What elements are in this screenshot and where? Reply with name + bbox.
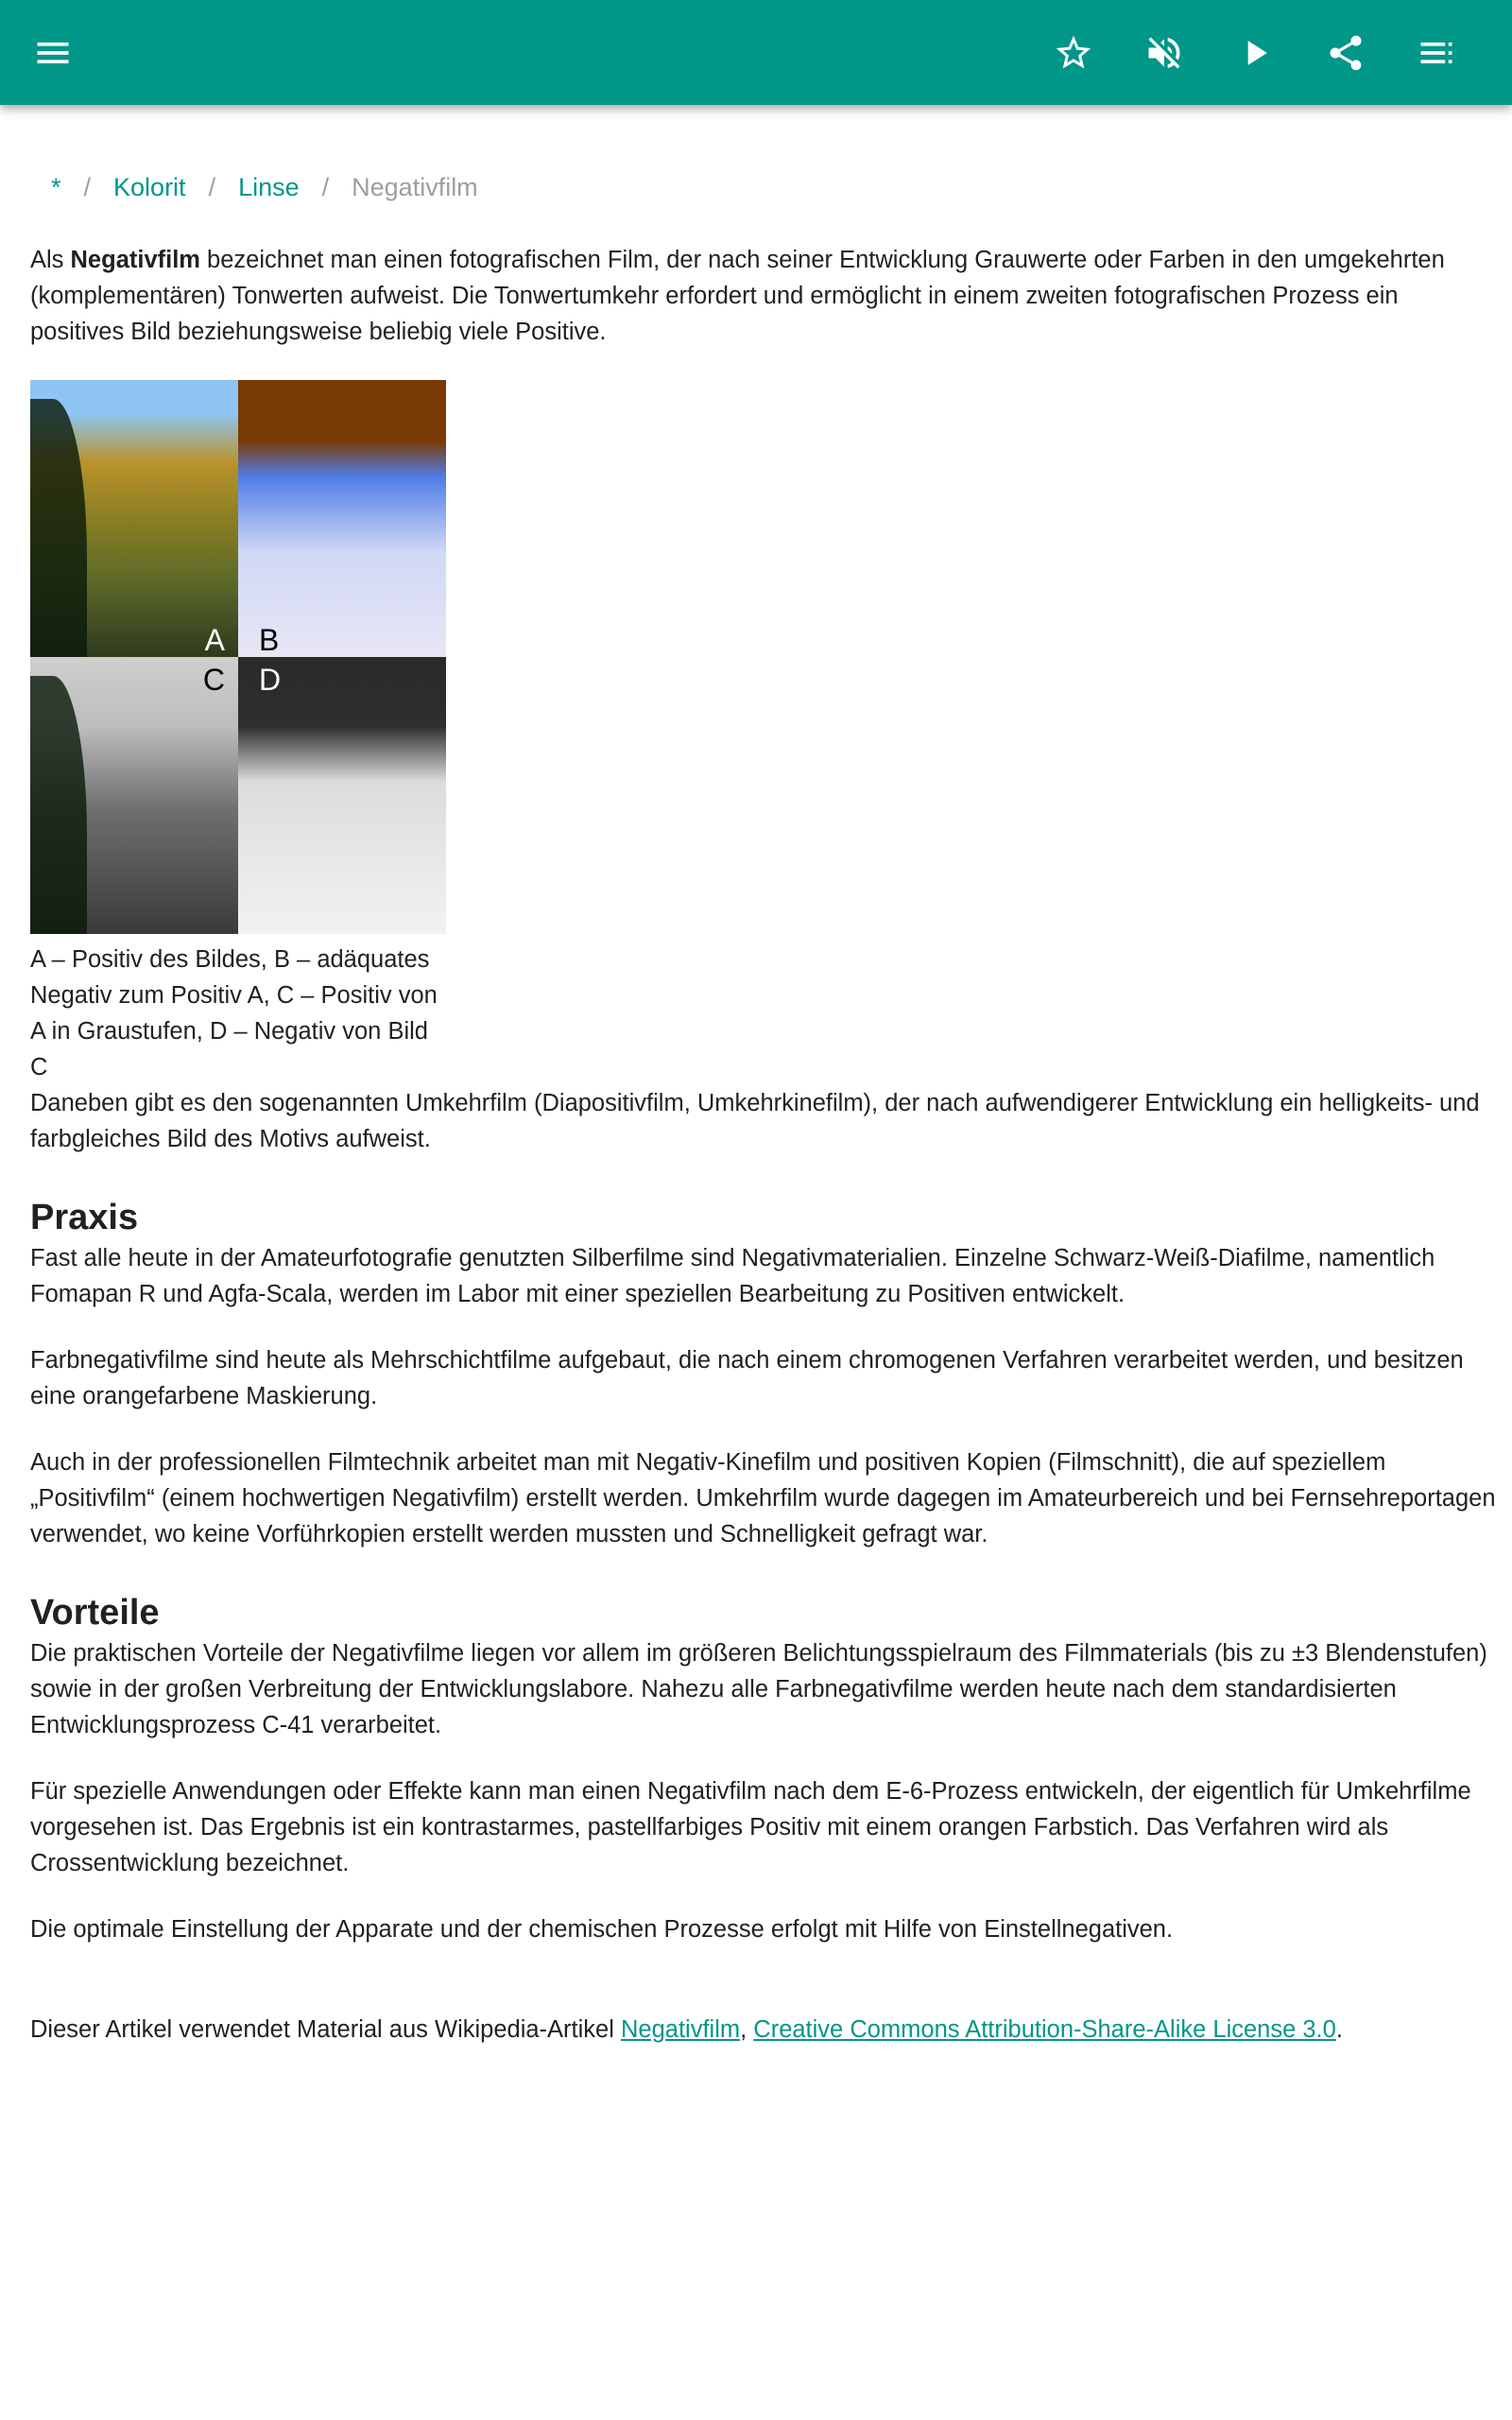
article (30, 161, 1497, 2078)
paragraph: Die praktischen Vorteile der Negativfilme liegen vor allem im größeren Belichtungsspielraum des Filmmaterials (bis zu ±3 Blendenstufen) sowie in der großen Verbreitung der Entwicklungslabore. Nahezu alle Farbnegativfilme werden heute nach dem standardisierten Entwicklungsprozess C-41 verarbeitet. (30, 1640, 1487, 1738)
volume-off-icon (1143, 32, 1185, 74)
intro-prefix: Als (30, 247, 71, 273)
negative-comparison-image[interactable] (30, 380, 446, 934)
paragraph: Daneben gibt es den sogenannten Umkehrfilm (Diapositivfilm, Umkehrkinefilm), der nach aufwendigerer Entwicklung ein helligkeits- und farbgleiches Bild des Motivs aufweist. (30, 1090, 1480, 1152)
label-c: C (202, 663, 225, 697)
share-icon (1325, 32, 1366, 74)
breadcrumb-separator: / (321, 173, 330, 201)
play-icon (1234, 32, 1276, 74)
breadcrumb-linse[interactable]: Linse (238, 173, 300, 201)
breadcrumb-current: Negativfilm (352, 173, 478, 201)
paragraph: Die optimale Einstellung der Apparate und der chemischen Prozesse erfolgt mit Hilfe von Einstellnegativen. (30, 1916, 1174, 1943)
section-heading-vorteile: Vorteile (30, 1593, 160, 1633)
label-a: A (204, 623, 225, 657)
source-prefix: Dieser Artikel verwendet Material aus Wikipedia-Artikel (30, 2016, 621, 2043)
paragraph: Farbnegativfilme sind heute als Mehrschichtfilme aufgebaut, die nach einem chromogenen Verfahren verarbeitet werden, und besitzen eine orangefarbene Maskierung. (30, 1347, 1464, 1409)
photo-grayscale-negative (238, 657, 446, 934)
menu-icon (32, 32, 74, 74)
paragraph: Fast alle heute in der Amateurfotografie genutzten Silberfilme sind Negativmaterialien. Einzelne Schwarz-Weiß-Diafilme, namentlich Fomapan R und Agfa-Scala, werden im Labor mit einer speziellen Bearbeitung zu Positiven entwickelt. (30, 1245, 1435, 1307)
photo-negative (238, 380, 446, 657)
photo-grayscale (30, 657, 238, 934)
menu-button[interactable] (29, 29, 77, 77)
favorite-button[interactable] (1050, 29, 1097, 77)
intro-term: Negativfilm (70, 247, 200, 273)
source-suffix: . (1335, 2016, 1343, 2043)
intro-paragraph (30, 242, 1497, 350)
license-link[interactable]: Creative Commons Attribution-Share-Alike License 3.0 (753, 2016, 1336, 2043)
photo-positive (30, 380, 238, 657)
breadcrumb-separator: / (208, 173, 216, 201)
label-b: B (259, 623, 280, 657)
intro-text: bezeichnet man einen fotografischen Film, der nach seiner Entwicklung Grauwerte oder Farben in den umgekehrten (komplementären) Tonwerten aufweist. Die Tonwertumkehr erfordert und ermöglicht in einem zweiten fotografischen Prozess ein positives Bild beziehungsweise beliebig viele Positive. (30, 247, 1445, 345)
playlist-icon (1416, 32, 1457, 74)
star-icon (1053, 32, 1094, 74)
figure (30, 380, 446, 1085)
app-bar (0, 0, 1512, 105)
paragraph: Auch in der professionellen Filmtechnik arbeitet man mit Negativ-Kinefilm und positiven Kopien (Filmschnitt), die auf speziellem „Positivfilm“ (einem hochwertigen Negativfilm) erstellt werden. Umkehrfilm wurde dagegen im Amateurbereich und bei Fernsehreportagen verwendet, wo keine Vorführkopien erstellt werden mussten und Schnelligkeit gefragt war. (30, 1449, 1496, 1547)
source-attribution (30, 2012, 1497, 2048)
breadcrumb (51, 161, 1497, 214)
source-comma: , (740, 2016, 754, 2043)
breadcrumb-separator: / (83, 173, 92, 201)
breadcrumb-kolorit[interactable]: Kolorit (113, 173, 186, 201)
play-button[interactable] (1231, 29, 1279, 77)
figure-caption: A – Positiv des Bildes, B – adäquates Negativ zum Positiv A, C – Positiv von A in Graustufen, D – Negativ von Bild C (30, 946, 438, 1080)
breadcrumb-home[interactable]: * (51, 173, 61, 201)
section-heading-praxis: Praxis (30, 1198, 139, 1237)
paragraph: Für spezielle Anwendungen oder Effekte kann man einen Negativfilm nach dem E-6-Prozess entwickeln, der eigentlich für Umkehrfilme vorgesehen ist. Das Ergebnis ist ein kontrastarmes, pastellfarbiges Positiv mit einem orangen Farbstich. Das Verfahren wird als Crossentwicklung bezeichnet. (30, 1778, 1471, 1876)
label-d: D (259, 663, 282, 697)
article-link[interactable]: Negativfilm (620, 2016, 741, 2043)
share-button[interactable] (1322, 29, 1369, 77)
contents-button[interactable] (1413, 29, 1460, 77)
mute-button[interactable] (1141, 29, 1188, 77)
